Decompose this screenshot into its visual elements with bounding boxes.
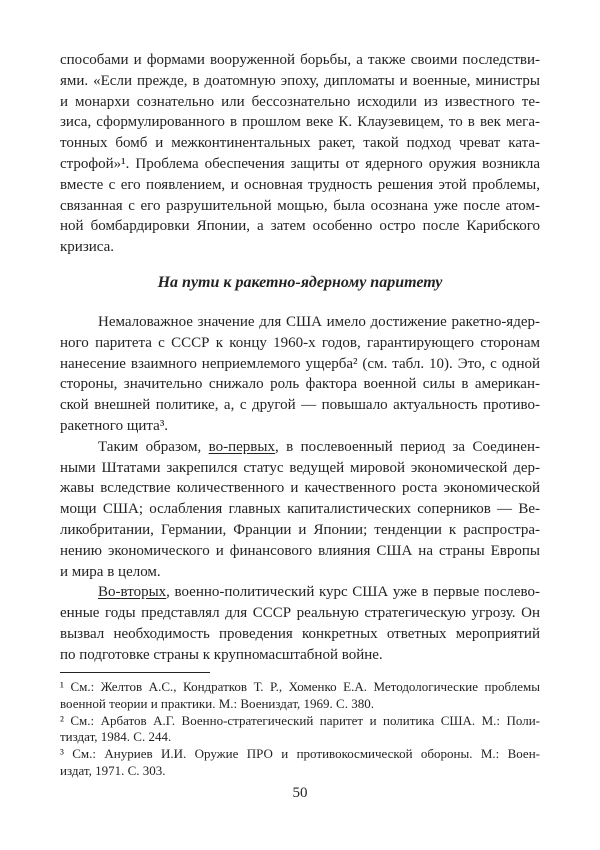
page-body [60, 50, 540, 666]
text-line: ² См.: Арбатов А.Г. Военно-стратегический паритет и политика США. М.: Поли- [60, 712, 540, 728]
text-line: ями. «Если прежде, в доатомную эпоху, дипломаты и военные, министры [60, 72, 540, 89]
text-line: ³ См.: Ануриев И.И. Оружие ПРО и противокосмической обороны. М.: Воен- [60, 746, 540, 762]
text-line: ной бомбардировки Японии, а затем особенно остро после Карибского [60, 218, 540, 235]
text-line: связанная с его разрушительной мощью, была осознана уже после атом- [60, 197, 540, 214]
paragraph-nuclear-parity [60, 312, 540, 437]
text-line: мощи США; ослабления главных капиталистических соперников — Ве- [60, 501, 540, 518]
paragraph-firstly [60, 437, 540, 583]
footnotes [60, 672, 540, 780]
text-line: ¹ См.: Желтов А.С., Кондратков Т. Р., Хоменко Е.А. Методологические проблемы [60, 679, 540, 694]
text-line: вместе с его появлением, и основная трудность решения этой проблемы, [60, 176, 540, 193]
text-line: жавы вследствие количественного и качественного роста экономической [60, 480, 540, 497]
text-line: строфой»¹. Проблема обеспечения защиты от ядерного оружия возникла [60, 155, 540, 172]
text-line: ными Штатами закрепился статус ведущей мировой экономической дер- [60, 459, 540, 476]
text-line: и мира в целом. [60, 563, 161, 580]
text-line: Таким образом, во-первых, в послевоенный период за Соединен- [98, 438, 540, 455]
text-line: по подготовке страны к крупномасштабной войне. [60, 646, 383, 663]
text-line: Во-вторых, военно-политический курс США уже в первые послево- [98, 584, 540, 601]
text-line: енные годы представлял для СССР реальную стратегическую угрозу. Он [60, 605, 540, 622]
page-number: 50 [292, 785, 308, 801]
text-line: нению экономического и финансового влияния США на страны Европы [60, 542, 540, 559]
footnote-3 [60, 746, 540, 780]
section-heading: На пути к ракетно-ядерному паритету [157, 273, 443, 291]
text-line: зиса, сформулированного в прошлом веке К. Клаузевицем, то в век мега- [60, 114, 540, 131]
text-line: стороны, значительно снижало роль фактора военной силы в американ- [60, 376, 540, 393]
footnote-2 [60, 713, 540, 747]
text-line: кризиса. [60, 239, 115, 256]
text-line: ного паритета с СССР к концу 1960-х годов, гарантирующего сторонам [60, 334, 540, 351]
text-line: ской внешней политике, а, с другой — повышало актуальность противо- [60, 397, 540, 414]
text-line: ракетного щита³. [60, 417, 169, 434]
paragraph-war-consequences [60, 50, 540, 258]
text-line: нанесение взаимного неприемлемого ущерба² (см. табл. 10). Это, с одной [60, 355, 540, 372]
text-line: способами и формами вооруженной борьбы, а также своими последстви- [60, 52, 540, 68]
text-line: тиздат, 1984. С. 244. [60, 729, 172, 745]
text-line: военной теории и практики. М.: Воениздат, 1969. С. 380. [60, 695, 374, 711]
paragraph-secondly [60, 582, 540, 665]
text-line: вызвал необходимость проведения конкретных ответных мероприятий [60, 625, 540, 642]
text-line: тонных бомб и межконтинентальных ракет, такой подход чреват ката- [60, 135, 540, 152]
text-line: ликобритании, Германии, Франции и Японии; тенденции к распростра- [60, 521, 540, 538]
text-line: и монархи сознательно или бессознательно исходили из известного те- [60, 93, 540, 110]
footnote-separator [60, 672, 210, 673]
footnote-1 [60, 679, 540, 713]
text-line: Немаловажное значение для США имело достижение ракетно-ядер- [98, 313, 540, 330]
text-line: издат, 1971. С. 303. [60, 762, 166, 778]
